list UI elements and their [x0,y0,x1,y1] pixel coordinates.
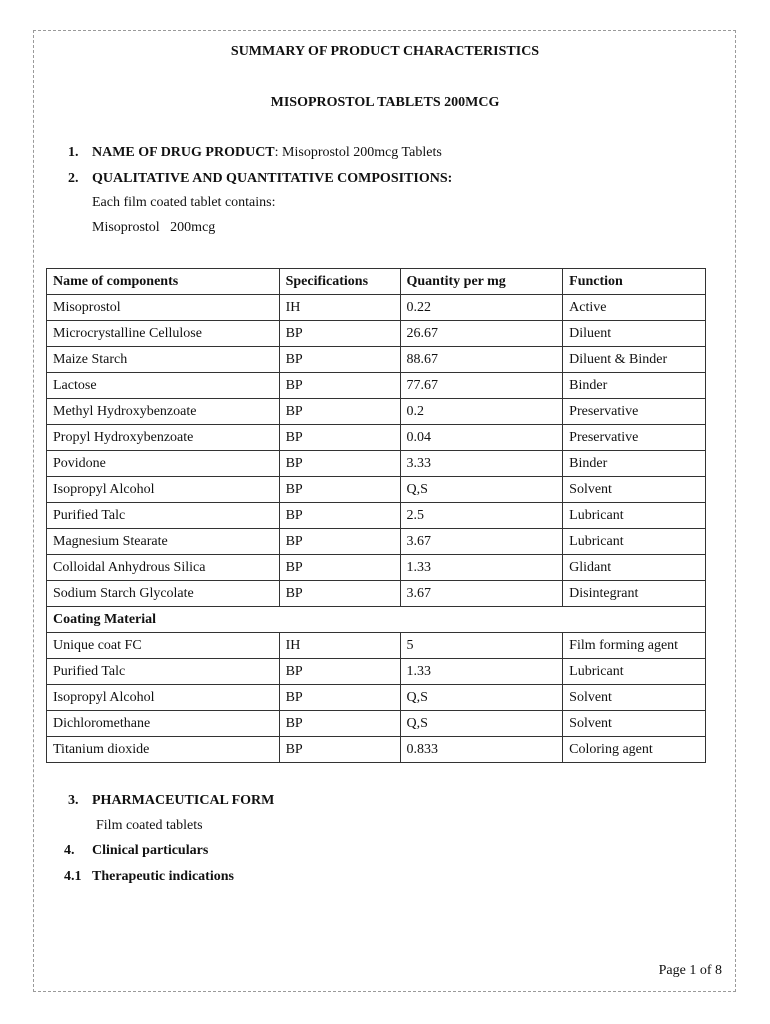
cell-function: Disintegrant [563,581,706,607]
header-specifications: Specifications [279,269,400,295]
section-2 [68,171,452,187]
product-title: MISOPROSTOL TABLETS 200MCG [270,95,500,110]
cell-spec: BP [279,373,400,399]
table-row [47,503,706,529]
section-4 [64,843,208,859]
cell-name: Methyl Hydroxybenzoate [47,399,280,425]
cell-quantity: 0.22 [400,295,563,321]
cell-name: Titanium dioxide [47,737,280,763]
table-row [47,477,706,503]
header-function: Function [563,269,706,295]
cell-name: Magnesium Stearate [47,529,280,555]
coating-section-row [47,607,706,633]
cell-quantity: 77.67 [400,373,563,399]
cell-spec: BP [279,399,400,425]
cell-function: Binder [563,373,706,399]
table-row [47,295,706,321]
cell-function: Preservative [563,425,706,451]
section-3-number: 3. [68,793,79,808]
cell-function: Lubricant [563,659,706,685]
cell-quantity: 3.67 [400,529,563,555]
cell-quantity: 1.33 [400,555,563,581]
table-row [47,399,706,425]
cell-quantity: 2.5 [400,503,563,529]
cell-function: Glidant [563,555,706,581]
section-2-label: QUALITATIVE AND QUANTITATIVE COMPOSITIONS: [92,171,453,186]
cell-function: Solvent [563,711,706,737]
section-1-label: NAME OF DRUG PRODUCT [92,145,275,160]
cell-quantity: 0.833 [400,737,563,763]
cell-name: Dichloromethane [47,711,280,737]
cell-spec: BP [279,581,400,607]
document-heading: SUMMARY OF PRODUCT CHARACTERISTICS [230,44,540,59]
section-1-number: 1. [68,145,79,160]
cell-spec: BP [279,425,400,451]
cell-quantity: 0.04 [400,425,563,451]
cell-quantity: 3.33 [400,451,563,477]
cell-spec: IH [279,633,400,659]
section-3-value: Film coated tablets [96,818,203,833]
cell-spec: BP [279,321,400,347]
cell-quantity: 3.67 [400,581,563,607]
table-row [47,373,706,399]
cell-function: Binder [563,451,706,477]
table-row [47,659,706,685]
section-4-label: Clinical particulars [92,843,209,858]
cell-function: Solvent [563,685,706,711]
section-3 [68,793,274,809]
cell-name: Lactose [47,373,280,399]
cell-name: Microcrystalline Cellulose [47,321,280,347]
table-row [47,529,706,555]
table-row [47,451,706,477]
cell-spec: BP [279,503,400,529]
cell-function: Solvent [563,477,706,503]
cell-spec: BP [279,711,400,737]
table-row [47,321,706,347]
table-header-row [47,269,706,295]
cell-function: Diluent [563,321,706,347]
cell-function: Preservative [563,399,706,425]
section-4-number: 4. [64,843,75,858]
cell-quantity: Q,S [400,711,563,737]
section-2-line-1: Each film coated tablet contains: [92,195,276,210]
cell-function: Film forming agent [563,633,706,659]
table-row [47,425,706,451]
section-4-1-number: 4.1 [64,869,82,884]
cell-name: Purified Talc [47,503,280,529]
cell-name: Isopropyl Alcohol [47,477,280,503]
section-2-number: 2. [68,171,79,186]
cell-quantity: 88.67 [400,347,563,373]
cell-quantity: 0.2 [400,399,563,425]
table-row [47,737,706,763]
cell-spec: BP [279,477,400,503]
section-1-value: : Misoprostol 200mcg Tablets [274,145,442,160]
section-4-1-label: Therapeutic indications [92,869,234,884]
cell-quantity: Q,S [400,477,563,503]
table-row [47,633,706,659]
cell-name: Isopropyl Alcohol [47,685,280,711]
cell-spec: BP [279,347,400,373]
cell-spec: IH [279,295,400,321]
cell-spec: BP [279,451,400,477]
section-4-1 [64,869,234,885]
cell-name: Misoprostol [47,295,280,321]
cell-name: Purified Talc [47,659,280,685]
table-row [47,685,706,711]
page-number: Page 1 of 8 [658,963,722,978]
cell-name: Colloidal Anhydrous Silica [47,555,280,581]
coating-section-label: Coating Material [47,607,706,633]
section-1 [68,145,442,161]
cell-name: Povidone [47,451,280,477]
cell-quantity: 26.67 [400,321,563,347]
cell-name: Unique coat FC [47,633,280,659]
cell-spec: BP [279,555,400,581]
header-quantity: Quantity per mg [400,269,563,295]
cell-name: Sodium Starch Glycolate [47,581,280,607]
cell-quantity: 1.33 [400,659,563,685]
section-2-line-2: Misoprostol 200mcg [92,220,216,235]
cell-function: Lubricant [563,529,706,555]
cell-function: Active [563,295,706,321]
cell-quantity: 5 [400,633,563,659]
header-name: Name of components [47,269,280,295]
cell-function: Diluent & Binder [563,347,706,373]
cell-spec: BP [279,737,400,763]
cell-name: Maize Starch [47,347,280,373]
cell-function: Lubricant [563,503,706,529]
table-row [47,555,706,581]
cell-quantity: Q,S [400,685,563,711]
table-row [47,347,706,373]
cell-function: Coloring agent [563,737,706,763]
composition-table [46,268,706,763]
table-row [47,581,706,607]
cell-spec: BP [279,685,400,711]
cell-spec: BP [279,529,400,555]
section-3-label: PHARMACEUTICAL FORM [92,793,275,808]
table-row [47,711,706,737]
cell-name: Propyl Hydroxybenzoate [47,425,280,451]
cell-spec: BP [279,659,400,685]
